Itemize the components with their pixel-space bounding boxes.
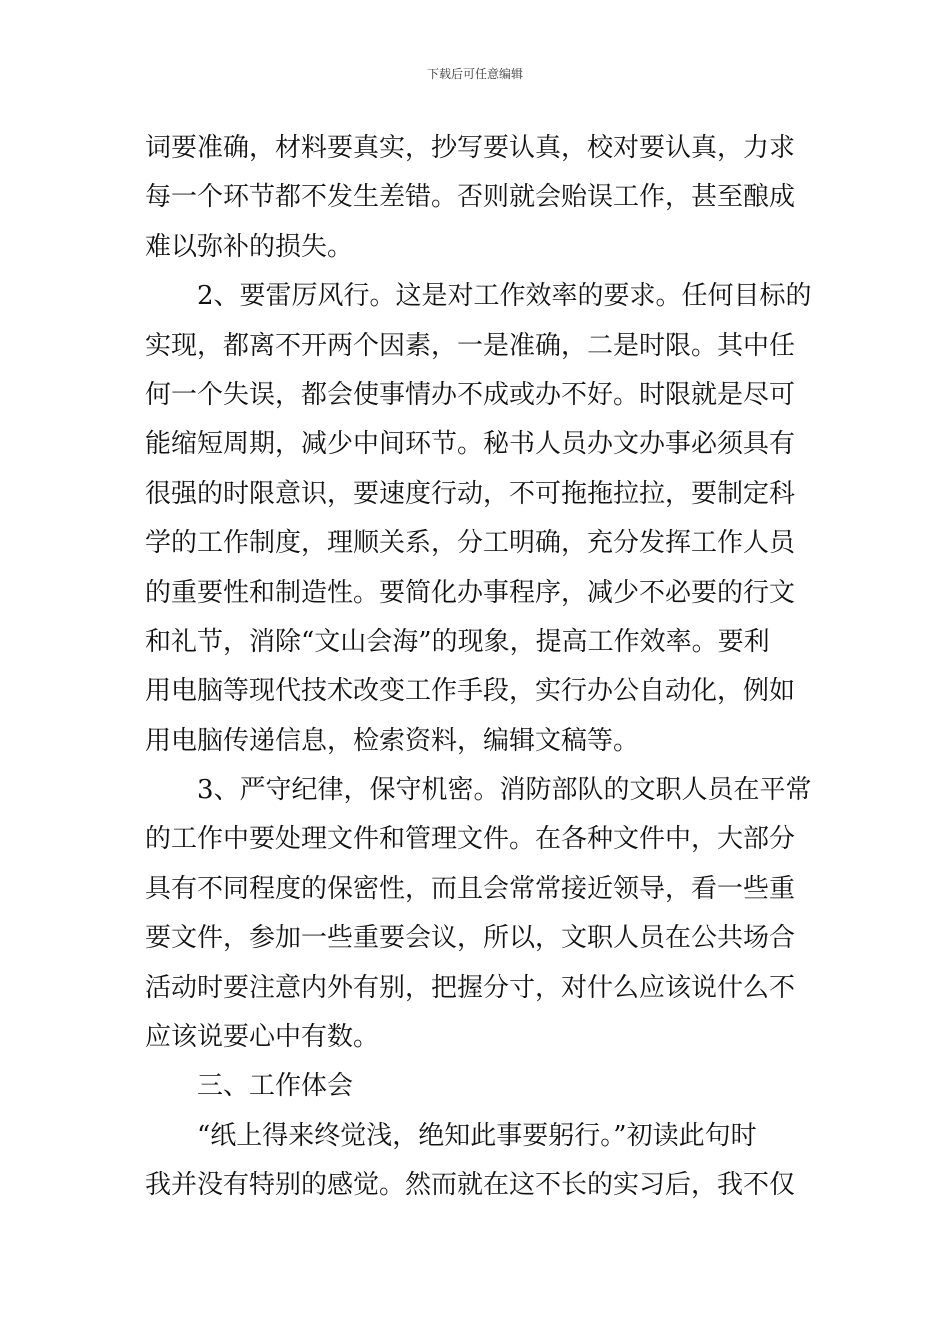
text-line: 我并没有特别的感觉。然而就在这不长的实习后，我不仅 <box>145 1170 796 1201</box>
text-line: 词要准确，材料要真实，抄写要认真，校对要认真，力求 <box>145 133 796 163</box>
text-line: 要文件，参加一些重要会议，所以，文职人员在公共场合 <box>145 923 796 954</box>
text-line: 的重要性和制造性。要简化办事程序，减少不必要的行文 <box>145 577 796 608</box>
text-line: 和礼节，消除“文山会海”的现象，提高工作效率。要利 <box>145 626 770 657</box>
text-line: 具有不同程度的保密性，而且会常常接近领导，看一些重 <box>145 873 796 904</box>
text-line: 2、要雷厉风行。这是对工作效率的要求。任何目标的 <box>197 281 812 312</box>
text-line: 每一个环节都不发生差错。否则就会贻误工作，甚至酿成 <box>145 182 796 213</box>
text-line: 应该说要心中有数。 <box>145 1022 380 1053</box>
text-line: 学的工作制度，理顺关系，分工明确，充分发挥工作人员 <box>145 528 796 559</box>
text-line: 用电脑等现代技术改变工作手段，实行办公自动化，例如 <box>145 676 796 707</box>
text-line: 3、严守纪律，保守机密。消防部队的文职人员在平常 <box>197 775 812 806</box>
document-body <box>145 124 812 1211</box>
text-line: 能缩短周期，减少中间环节。秘书人员办文办事必须具有 <box>145 429 796 460</box>
text-line: 很强的时限意识，要速度行动，不可拖拖拉拉，要制定科 <box>145 478 796 509</box>
page-header: 下载后可任意编辑 <box>426 67 523 81</box>
text-line: 活动时要注意内外有别，把握分寸，对什么应该说什么不 <box>145 972 796 1003</box>
text-line: 何一个失误，都会使事情办不成或办不好。时限就是尽可 <box>145 379 796 410</box>
text-line: 的工作中要处理文件和管理文件。在各种文件中，大部分 <box>145 824 796 855</box>
text-line: 用电脑传递信息，检索资料，编辑文稿等。 <box>145 725 640 756</box>
text-line: 难以弥补的损失。 <box>145 231 354 262</box>
text-line: “纸上得来终觉浅，绝知此事要躬行。”初读此句时 <box>197 1120 757 1151</box>
text-line: 实现，都离不开两个因素，一是准确，二是时限。其中任 <box>145 330 796 361</box>
text-line: 三、工作体会 <box>197 1071 354 1102</box>
